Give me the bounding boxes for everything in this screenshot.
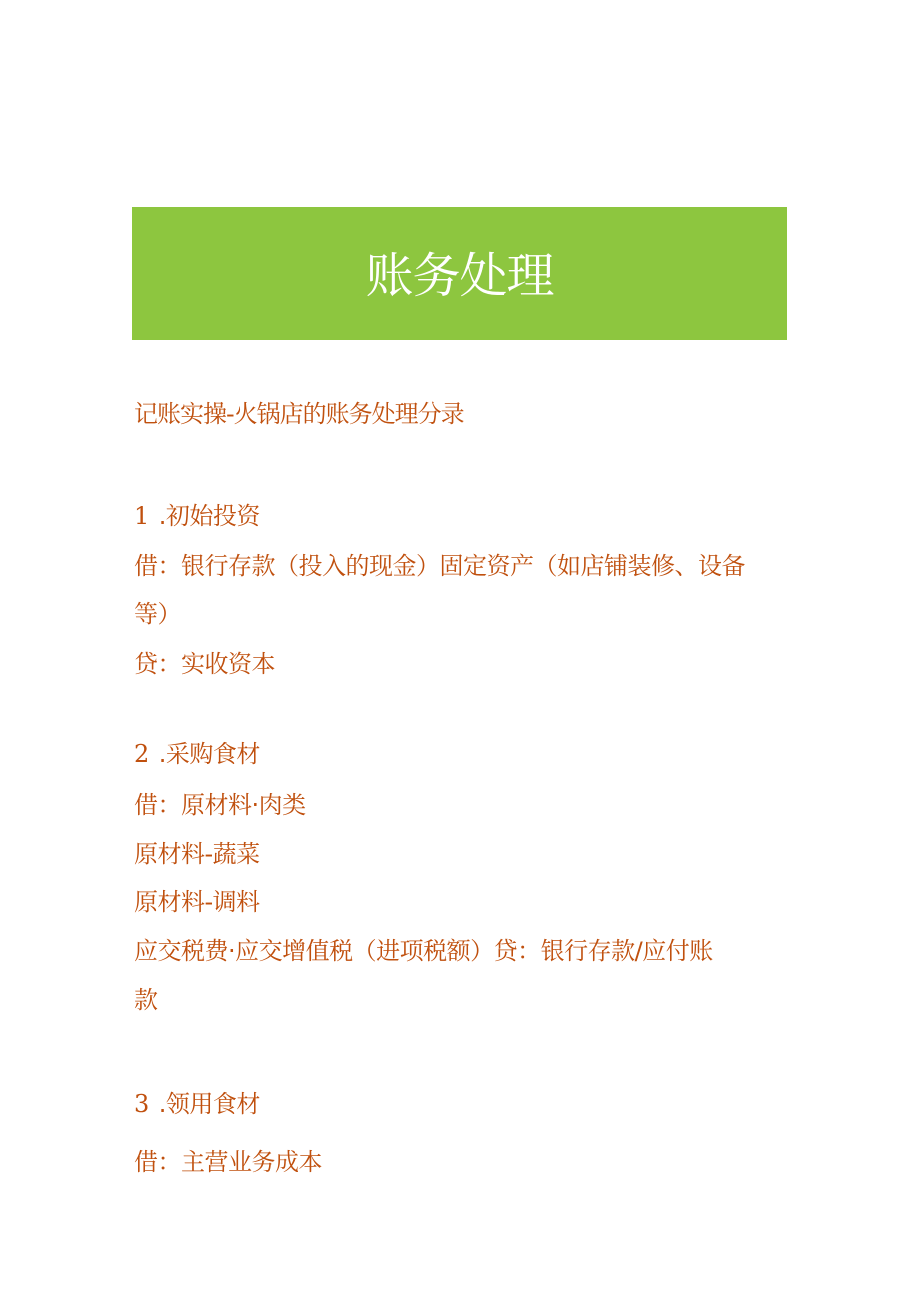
section-1-number: 1 (134, 502, 149, 530)
section-3-number: 3 (134, 1090, 149, 1118)
section-2-line-3: 原材料-调料 (134, 888, 260, 916)
section-2-title: .采购食材 (158, 740, 260, 768)
title-banner (132, 207, 787, 340)
section-2-line-4: 应交税费·应交增值税（进项税额）贷：银行存款/应付账 (134, 937, 713, 965)
section-1-title: .初始投资 (158, 502, 260, 530)
section-1-line-1: 借：银行存款（投入的现金）固定资产（如店铺装修、设备 (134, 552, 745, 580)
section-2-line-1: 借：原材料·肉类 (134, 791, 306, 819)
section-1-line-3: 贷：实收资本 (134, 650, 275, 678)
section-2-number: 2 (134, 740, 149, 768)
section-3-title: .领用食材 (158, 1090, 260, 1118)
section-1-line-2: 等） (134, 600, 181, 628)
section-2-heading (134, 738, 260, 770)
section-2-line-2: 原材料-蔬菜 (134, 840, 260, 868)
section-1-heading (134, 500, 260, 532)
document-subtitle: 记账实操-火锅店的账务处理分录 (134, 400, 464, 428)
section-2-line-5: 款 (134, 986, 158, 1014)
section-3-heading (134, 1088, 260, 1120)
section-3-line-1: 借：主营业务成本 (134, 1148, 322, 1176)
page-title: 账务处理 (365, 248, 554, 304)
